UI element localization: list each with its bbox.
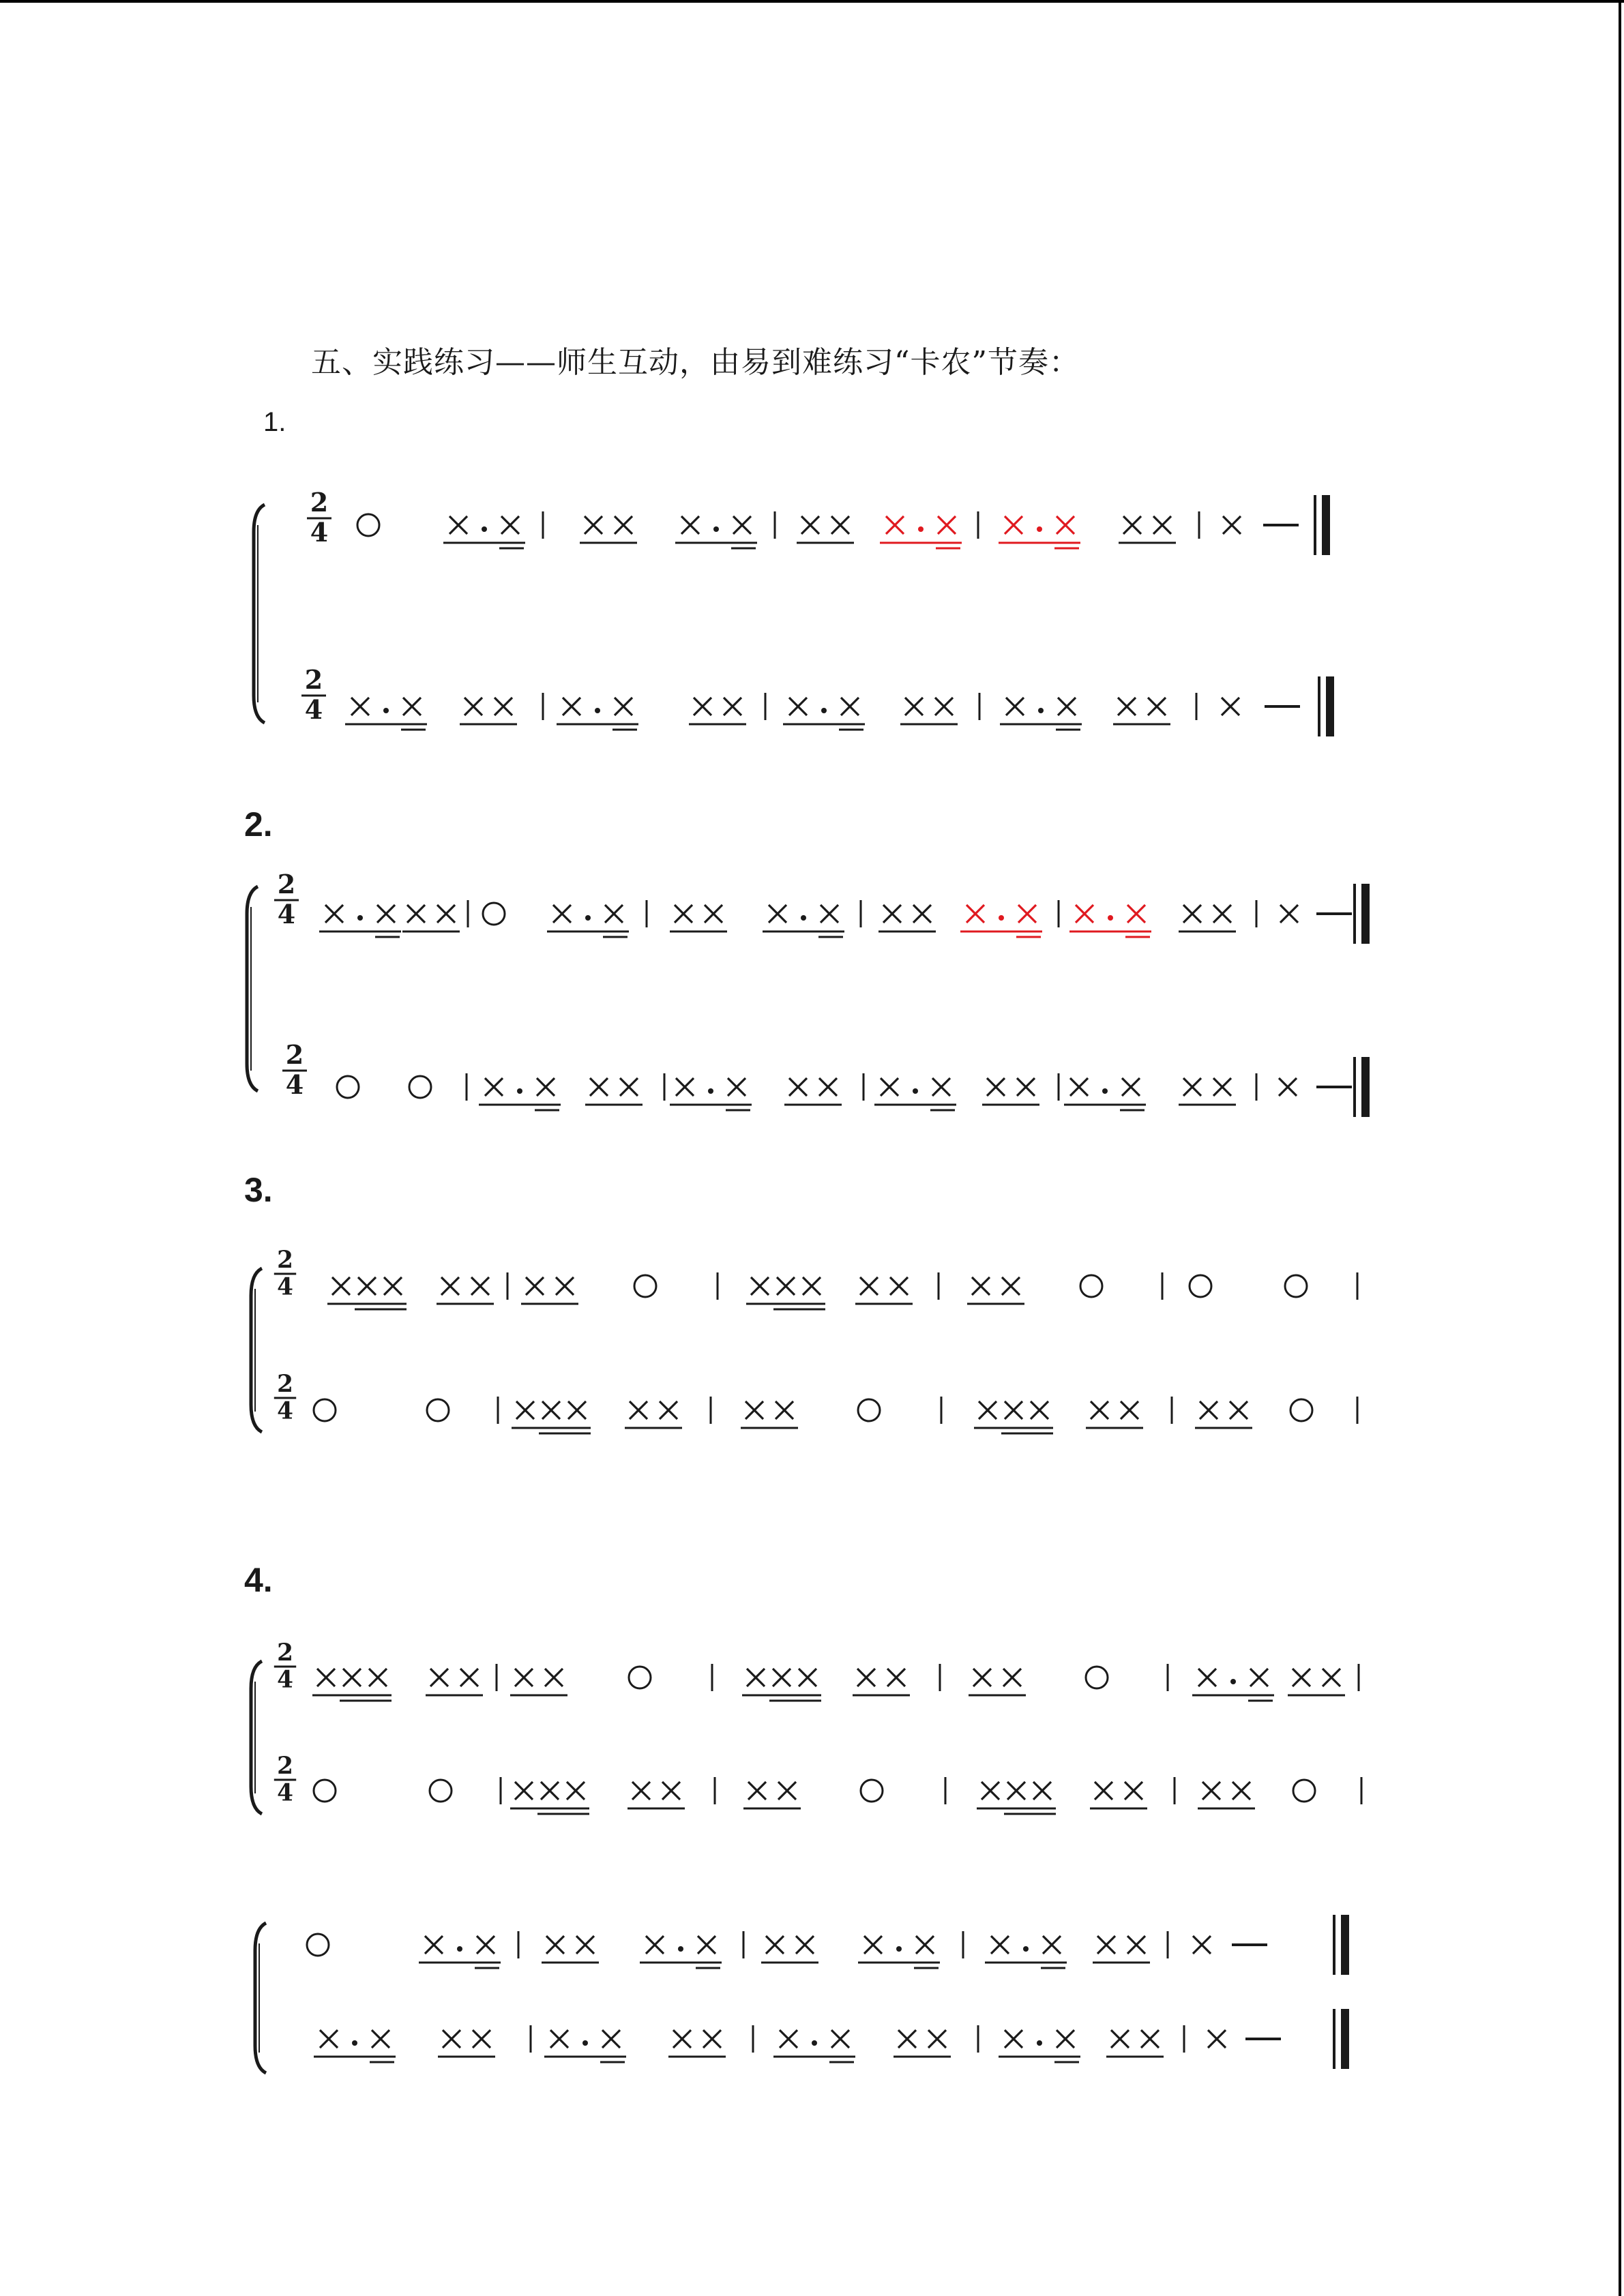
time-signature-bottom: 4 — [277, 1273, 293, 1301]
dot — [482, 526, 487, 532]
time-signature-bottom: 4 — [277, 1779, 293, 1807]
time-signature-bottom: 4 — [285, 1069, 304, 1100]
end-bar-thin — [1353, 884, 1356, 944]
time-signature-top: 2 — [277, 1639, 293, 1667]
rest-circle — [427, 1399, 449, 1421]
rest-circle — [430, 1780, 452, 1802]
rest-circle — [1086, 1667, 1108, 1688]
dot — [1102, 1088, 1108, 1094]
system-bracket — [251, 1661, 262, 1814]
dot — [801, 915, 806, 921]
end-bar — [1322, 495, 1330, 555]
rest-circle — [1080, 1275, 1102, 1297]
dot — [357, 915, 363, 921]
dot — [812, 2040, 817, 2046]
dot — [1023, 1946, 1029, 1952]
dot — [1037, 2040, 1042, 2046]
rest-circle — [861, 1780, 883, 1802]
time-signature-top: 2 — [304, 664, 323, 695]
section-heading: 五、实践练习——师生互动，由易到难练习“卡农”节奏： — [311, 345, 1080, 380]
end-bar-thin — [1318, 676, 1320, 736]
rest-circle — [1293, 1780, 1315, 1802]
rest-circle — [314, 1780, 336, 1802]
rest-circle — [337, 1076, 359, 1098]
time-signature-top: 2 — [277, 1247, 293, 1274]
end-bar-thin — [1314, 495, 1316, 555]
dot — [896, 1946, 902, 1952]
exercise-1-label: 1. — [263, 407, 286, 437]
time-signature-bottom: 4 — [310, 517, 329, 548]
dot — [595, 708, 600, 713]
end-bar — [1361, 884, 1370, 944]
exercise-4-label: 4. — [244, 1561, 273, 1599]
exercise-2-label: 2. — [244, 805, 273, 844]
dot — [713, 526, 719, 532]
time-signature-bottom: 4 — [277, 899, 296, 929]
exercise-3-label: 3. — [244, 1171, 273, 1209]
end-bar — [1361, 1057, 1370, 1117]
system-bracket — [247, 886, 258, 1091]
end-bar-thin — [1333, 1915, 1335, 1975]
rest-circle — [357, 514, 379, 536]
dot — [352, 2040, 357, 2046]
dot — [821, 708, 827, 713]
dot — [999, 915, 1004, 921]
dot — [1108, 915, 1113, 921]
rest-circle — [409, 1076, 431, 1098]
end-bar — [1341, 2009, 1349, 2069]
system-bracket — [251, 1268, 262, 1432]
end-bar — [1326, 676, 1334, 736]
dot — [678, 1946, 683, 1952]
end-bar-thin — [1353, 1057, 1356, 1117]
dot — [1037, 526, 1042, 532]
system-bracket — [255, 1923, 266, 2073]
time-signature-top: 2 — [277, 1371, 293, 1398]
rest-circle — [858, 1399, 880, 1421]
time-signature-top: 2 — [277, 1753, 293, 1780]
rest-circle — [483, 903, 505, 925]
time-signature-top: 2 — [277, 869, 296, 899]
dot — [1038, 708, 1044, 713]
dot — [517, 1088, 522, 1094]
dot — [383, 708, 389, 713]
rest-circle — [307, 1934, 329, 1956]
time-signature-top: 2 — [285, 1039, 304, 1070]
rest-circle — [314, 1399, 336, 1421]
dot — [918, 526, 924, 532]
rest-circle — [1190, 1275, 1211, 1297]
dot — [585, 915, 591, 921]
time-signature-top: 2 — [310, 487, 329, 518]
rest-circle — [634, 1275, 656, 1297]
rest-circle — [629, 1667, 651, 1688]
dot — [913, 1088, 918, 1094]
rest-circle — [1285, 1275, 1307, 1297]
time-signature-bottom: 4 — [304, 694, 323, 725]
time-signature-bottom: 4 — [277, 1397, 293, 1425]
time-signature-bottom: 4 — [277, 1666, 293, 1694]
dot — [708, 1088, 713, 1094]
system-bracket — [254, 505, 265, 723]
dot — [457, 1946, 462, 1952]
end-bar-thin — [1333, 2009, 1335, 2069]
rest-circle — [1290, 1399, 1312, 1421]
dot — [1230, 1679, 1236, 1684]
dot — [582, 2040, 588, 2046]
end-bar — [1341, 1915, 1349, 1975]
